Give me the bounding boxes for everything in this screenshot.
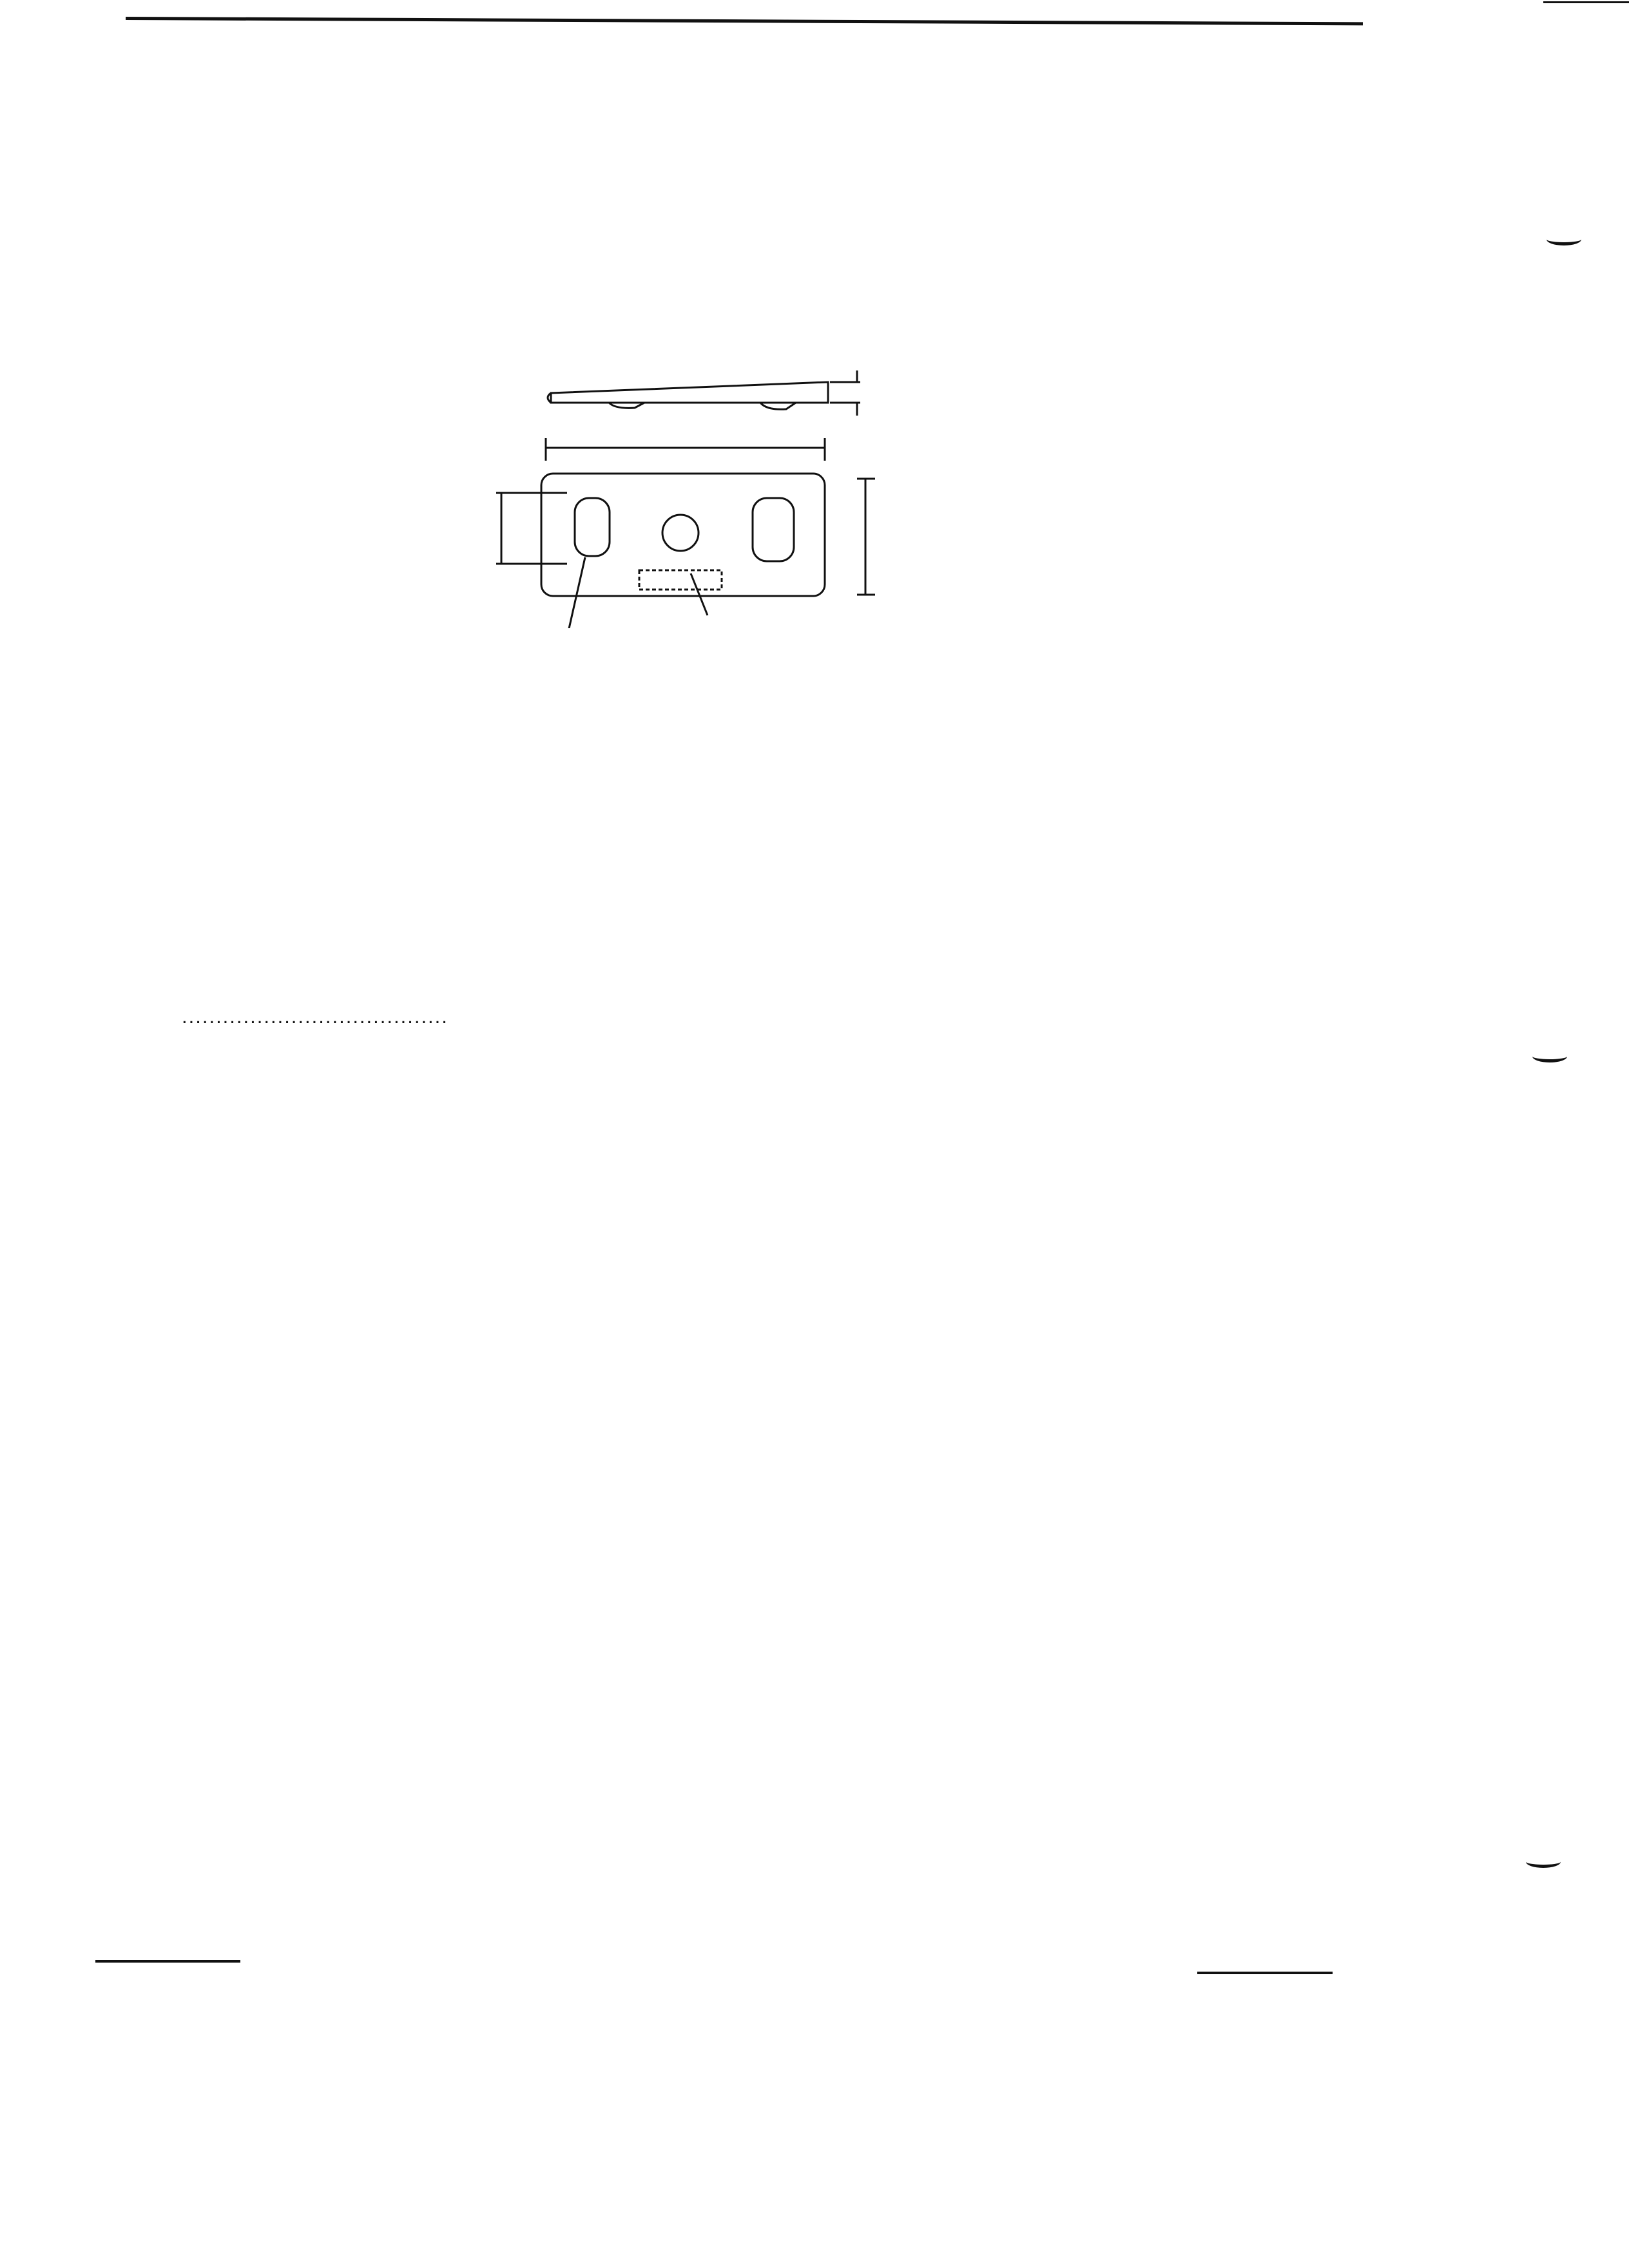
margin-mark: [1526, 1856, 1561, 1868]
top-right-rule: [1543, 1, 1629, 3]
shim-diagram: [477, 358, 1057, 628]
table-header: [0, 1005, 1629, 1028]
leader-dots: [182, 1005, 446, 1028]
footer-rule-right: [1197, 1972, 1333, 1974]
margin-mark: [1532, 1050, 1567, 1062]
top-rule: [126, 17, 1363, 25]
footer-rule-left: [95, 1960, 240, 1963]
margin-mark: [1547, 233, 1581, 245]
